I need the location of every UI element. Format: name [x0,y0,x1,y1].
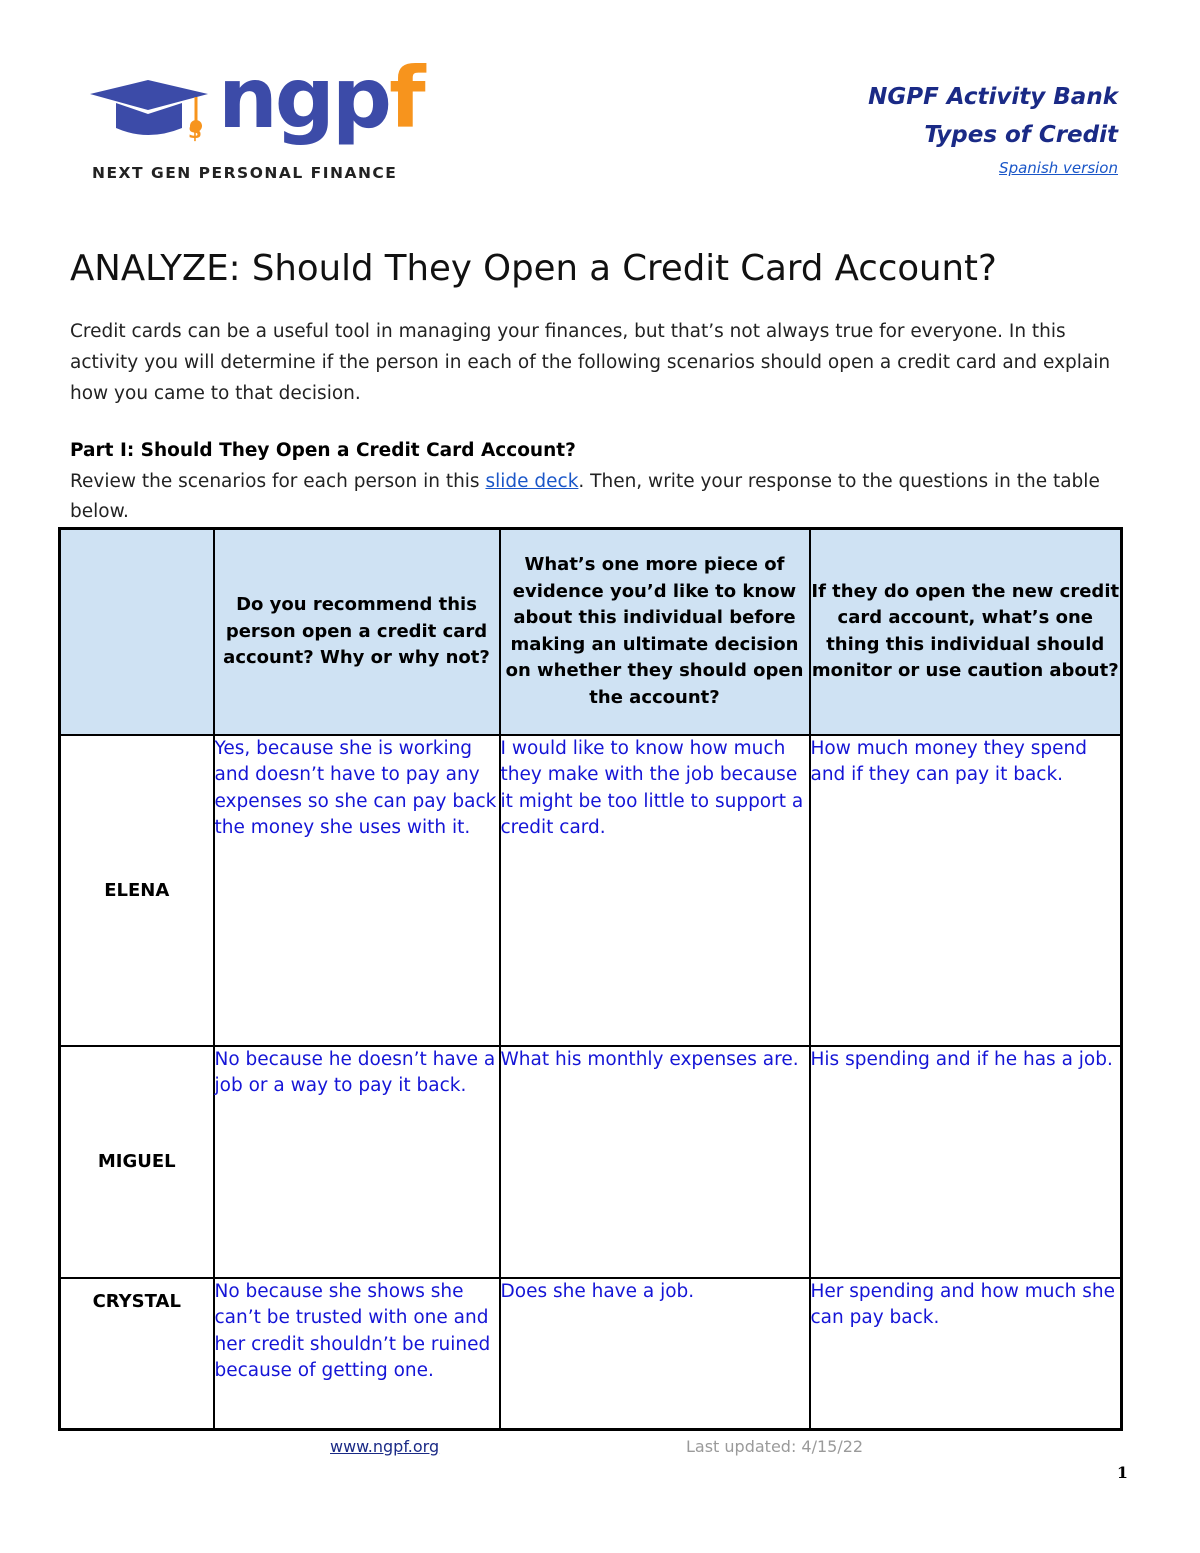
page-title: ANALYZE: Should They Open a Credit Card Account? [70,248,997,289]
header-cell-recommend: Do you recommend this person open a credit card account? Why or why not? [214,529,500,735]
svg-text:$: $ [188,119,202,143]
brand-wordmark [218,49,423,147]
footer-last-updated: Last updated: 4/15/22 [686,1437,864,1456]
spanish-version-link[interactable]: Spanish version [999,159,1118,177]
intro-paragraph: Credit cards can be a useful tool in managing your finances, but that’s not always true for everyone. In this activity you will determine if the person in each of the following scenarios should open a credit card and explain how you came to that decision. [70,321,1111,404]
part-desc-before: Review the scenarios for each person in this [70,471,486,492]
slide-deck-link[interactable]: slide deck [485,471,579,492]
response-monitor[interactable]: How much money they spend and if they can pay it back. [810,735,1122,1046]
row-name: MIGUEL [60,1046,214,1278]
header-cell-evidence: What’s one more piece of evidence you’d like to know about this individual before making an ultimate decision on whether they should open the account? [500,529,810,735]
page-number: 1 [1116,1463,1128,1482]
header-cell-empty [60,529,214,735]
response-recommend[interactable]: No because she shows she can’t be trusted with one and her credit shouldn’t be ruined because of getting one. [214,1278,500,1430]
response-table [58,527,1123,1431]
response-recommend[interactable]: No because he doesn’t have a job or a way to pay it back. [214,1046,500,1278]
response-evidence[interactable]: Does she have a job. [500,1278,810,1430]
table-row [60,1046,1122,1278]
response-recommend[interactable]: Yes, because she is working and doesn’t have to pay any expenses so she can pay back the money she uses with it. [214,735,500,1046]
row-name: ELENA [60,735,214,1046]
response-evidence[interactable]: What his monthly expenses are. [500,1046,810,1278]
graduation-cap-icon [86,76,216,156]
header-info [868,78,1118,182]
topic-label: Types of Credit [924,122,1118,148]
part-desc-after: . Then, write your response to the questions in the table below. [70,471,1100,522]
table-header-row [60,529,1122,735]
part-description [70,467,1140,527]
row-name: CRYSTAL [60,1278,214,1430]
ngpf-logo [86,49,426,186]
brand-word-part1: ngp [218,49,390,147]
response-monitor[interactable]: Her spending and how much she can pay back. [810,1278,1122,1430]
response-monitor[interactable]: His spending and if he has a job. [810,1046,1122,1278]
response-evidence[interactable]: I would like to know how much they make with the job because it might be too little to support a credit card. [500,735,810,1046]
header-cell-monitor: If they do open the new credit card account, what’s one thing this individual should monitor or use caution about? [810,529,1122,735]
part-heading: Part I: Should They Open a Credit Card Account? [70,440,576,461]
brand-tagline: NEXT GEN PERSONAL FINANCE [92,164,398,182]
table-row [60,1278,1122,1430]
footer-website-link[interactable]: www.ngpf.org [330,1437,440,1456]
activity-bank-label: NGPF Activity Bank [868,84,1118,110]
brand-word-part2: f [389,49,423,147]
table-row [60,735,1122,1046]
